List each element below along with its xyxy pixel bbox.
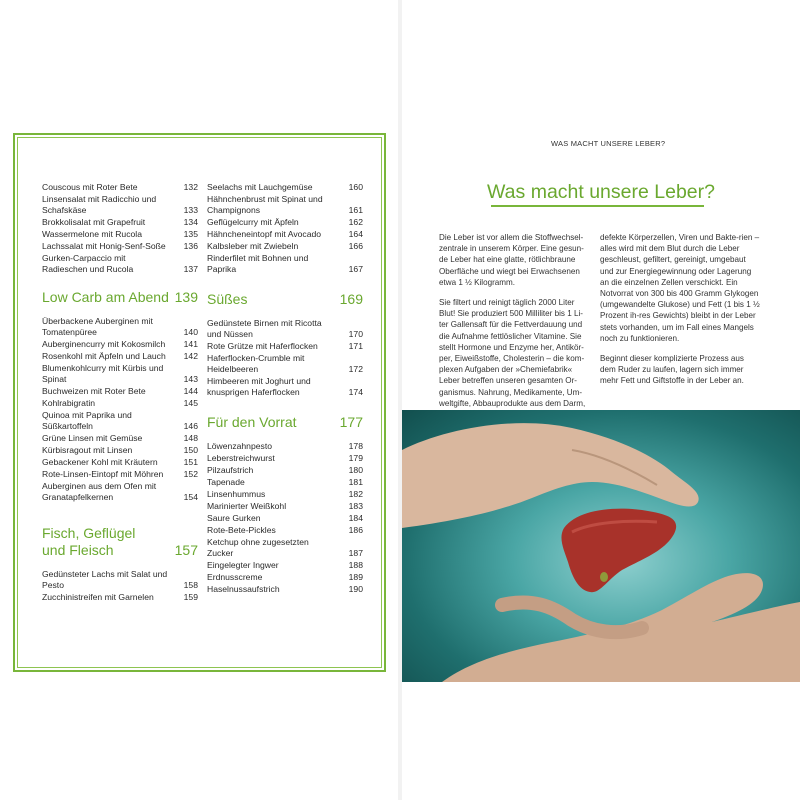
toc-entry-title: Löwenzahnpesto — [207, 441, 272, 451]
toc-entry — [42, 229, 198, 240]
toc-entry-title: Wassermelone mit Rucola — [42, 229, 142, 239]
toc-entry — [207, 376, 363, 398]
toc-entry-page: 145 — [183, 398, 198, 408]
toc-entry-title: Lachssalat mit Honig-Senf-Soße — [42, 241, 166, 251]
toc-entry-page: 180 — [348, 465, 363, 475]
toc-entry-title: Couscous mit Roter Bete — [42, 182, 138, 192]
toc-entry-title: Himbeeren mit Joghurt und knusprigen Haferflocken — [207, 376, 311, 397]
toc-entry-page: 164 — [348, 229, 363, 239]
toc-list — [207, 318, 363, 398]
toc-entry — [42, 217, 198, 228]
body-column-1 — [439, 232, 591, 418]
toc-entry — [42, 182, 198, 193]
toc-entry-page: 159 — [183, 592, 198, 602]
toc-entry — [42, 398, 198, 409]
toc-section-heading — [42, 289, 198, 306]
toc-entry-page: 182 — [348, 489, 363, 499]
title-underline — [491, 205, 704, 207]
toc-entry — [42, 194, 198, 216]
toc-entry-title: Blumenkohlcurry mit Kürbis und Spinat — [42, 363, 164, 384]
toc-entry-title: Tapenade — [207, 477, 245, 487]
toc-entry-title: Gedünstete Birnen mit Ricotta und Nüssen — [207, 318, 322, 339]
toc-entry — [42, 469, 198, 480]
toc-entry — [207, 525, 363, 536]
toc-entry — [207, 241, 363, 252]
toc-entry — [207, 477, 363, 488]
toc-entry-page: 187 — [348, 548, 363, 558]
toc-entry-page: 158 — [183, 580, 198, 590]
toc-column-1 — [42, 182, 198, 604]
toc-entry — [42, 316, 198, 338]
toc-entry — [42, 241, 198, 252]
toc-entry — [207, 513, 363, 524]
toc-entry-title: Gebackener Kohl mit Kräutern — [42, 457, 158, 467]
toc-entry-title: Quinoa mit Paprika und Süßkartoffeln — [42, 410, 132, 431]
toc-entry-title: Buchweizen mit Roter Bete — [42, 386, 146, 396]
running-head: WAS MACHT UNSERE LEBER? — [551, 139, 666, 148]
toc-entry-page: 154 — [183, 492, 198, 502]
toc-entry-page: 148 — [183, 433, 198, 443]
liver-hands-photo — [402, 410, 800, 682]
toc-entry-page: 162 — [348, 217, 363, 227]
toc-entry-title: Geflügelcurry mit Äpfeln — [207, 217, 299, 227]
toc-entry-title: Auberginen aus dem Ofen mit Granatapfelkernen — [42, 481, 157, 502]
toc-entry-title: Kürbisragout mit Linsen — [42, 445, 133, 455]
toc-entry-page: 152 — [183, 469, 198, 479]
toc-entry — [207, 341, 363, 352]
toc-entry-title: Hähnchenbrust mit Spinat und Champignons — [207, 194, 323, 215]
toc-entry-page: 161 — [348, 205, 363, 215]
toc-section-heading — [207, 291, 363, 308]
toc-entry-page: 160 — [348, 182, 363, 192]
toc-entry-page: 179 — [348, 453, 363, 463]
toc-entry-page: 140 — [183, 327, 198, 337]
toc-entry-title: Kohlrabigratin — [42, 398, 96, 408]
toc-entry-page: 174 — [348, 387, 363, 397]
toc-entry-page: 170 — [348, 329, 363, 339]
toc-entry — [207, 584, 363, 595]
toc-entry-title: Marinierter Weißkohl — [207, 501, 287, 511]
toc-entry — [42, 457, 198, 468]
toc-entry — [42, 351, 198, 362]
toc-entry — [42, 445, 198, 456]
toc-entry — [42, 386, 198, 397]
toc-entry — [207, 194, 363, 216]
toc-entry — [42, 569, 198, 591]
toc-entry-title: Rote-Bete-Pickles — [207, 525, 276, 535]
toc-entry-title: Rote Grütze mit Haferflocken — [207, 341, 318, 351]
toc-entry — [207, 537, 363, 559]
toc-entry — [42, 592, 198, 603]
toc-entry-title: Brokkolisalat mit Grapefruit — [42, 217, 146, 227]
toc-entry — [207, 253, 363, 275]
toc-entry — [207, 453, 363, 464]
toc-entry-page: 132 — [183, 182, 198, 192]
toc-entry-page: 150 — [183, 445, 198, 455]
toc-list — [207, 182, 363, 275]
toc-entry-page: 167 — [348, 264, 363, 274]
toc-entry-title: Eingelegter Ingwer — [207, 560, 279, 570]
section-title: Süßes — [207, 291, 248, 307]
section-page: 139 — [174, 289, 198, 305]
toc-entry — [207, 560, 363, 571]
toc-list — [207, 441, 363, 595]
toc-entry-title: Gedünsteter Lachs mit Salat und Pesto — [42, 569, 168, 590]
toc-entry-page: 181 — [348, 477, 363, 487]
section-title: Low Carb am Abend — [42, 289, 169, 305]
toc-entry-title: Saure Gurken — [207, 513, 261, 523]
toc-column-2 — [207, 182, 363, 596]
toc-entry-title: Grüne Linsen mit Gemüse — [42, 433, 143, 443]
chapter-title: Was macht unsere Leber? — [487, 181, 715, 203]
toc-entry-page: 141 — [183, 339, 198, 349]
toc-entry-title: Haferflocken-Crumble mit Heidelbeeren — [207, 353, 305, 374]
toc-section-heading — [207, 414, 363, 431]
toc-entry — [207, 217, 363, 228]
toc-section-heading — [42, 525, 198, 559]
liver-hands-illustration — [402, 410, 800, 682]
gallbladder — [600, 572, 608, 582]
toc-entry-page: 134 — [183, 217, 198, 227]
section-title: Fisch, Geflügel und Fleisch — [42, 525, 136, 558]
toc-entry — [207, 353, 363, 375]
toc-list — [42, 316, 198, 503]
bottom-thumb — [502, 602, 642, 632]
toc-entry-title: Hähncheneintopf mit Avocado — [207, 229, 322, 239]
toc-entry-title: Linsenhummus — [207, 489, 266, 499]
toc-entry-page: 166 — [348, 241, 363, 251]
toc-entry-page: 135 — [183, 229, 198, 239]
toc-entry-page: 189 — [348, 572, 363, 582]
toc-entry-title: Rosenkohl mit Äpfeln und Lauch — [42, 351, 166, 361]
toc-entry-title: Zucchinistreifen mit Garnelen — [42, 592, 154, 602]
toc-entry-title: Rinderfilet mit Bohnen und Paprika — [207, 253, 309, 274]
toc-entry-page: 188 — [348, 560, 363, 570]
toc-entry-title: Kalbsleber mit Zwiebeln — [207, 241, 299, 251]
body-paragraph: defekte Körperzellen, Viren und Bakte-rien – alles wird mit dem Blut durch die Leber geschleust, gefiltert, gereinigt, umgebaut und zur Energiegewinnung oder Lagerung an die einzelnen Zellen verschickt. Ein Notvorrat von 300 bis 400 Gramm Glykogen (umgewandelte Glukose) und Fett (1 bis 1 ½ Prozent ih-res Gewichts) bleibt in der Leber stets vorhanden, um im Fall eines Mangels noch zu funktionieren. — [600, 233, 760, 343]
toc-entry — [42, 253, 198, 275]
toc-entry-title: Seelachs mit Lauchgemüse — [207, 182, 313, 192]
toc-entry-title: Überbackene Auberginen mit Tomatenpüree — [42, 316, 153, 337]
toc-entry-page: 142 — [183, 351, 198, 361]
toc-entry-title: Rote-Linsen-Eintopf mit Möhren — [42, 469, 164, 479]
toc-entry-page: 186 — [348, 525, 363, 535]
toc-entry — [42, 433, 198, 444]
toc-entry — [207, 441, 363, 452]
toc-entry — [207, 229, 363, 240]
toc-entry-page: 183 — [348, 501, 363, 511]
body-column-2 — [600, 232, 760, 396]
toc-entry-page: 171 — [348, 341, 363, 351]
toc-entry-title: Ketchup ohne zugesetzten Zucker — [207, 537, 309, 558]
toc-entry — [42, 410, 198, 432]
toc-entry-title: Erdnusscreme — [207, 572, 263, 582]
toc-entry-title: Auberginencurry mit Kokosmilch — [42, 339, 166, 349]
body-paragraph: Die Leber ist vor allem die Stoffwechsel-zentrale in unserem Körper. Eine gesun-de Leber hat eine glatte, rötlichbraune Oberfläche und wiegt bei Erwachsenen etwa 1 ½ Kilogramm. — [439, 233, 584, 287]
section-page: 169 — [339, 291, 363, 307]
toc-entry-page: 178 — [348, 441, 363, 451]
toc-entry-page: 151 — [183, 457, 198, 467]
toc-entry-title: Leberstreichwurst — [207, 453, 275, 463]
toc-entry — [207, 501, 363, 512]
toc-entry-page: 136 — [183, 241, 198, 251]
toc-entry-title: Haselnussaufstrich — [207, 584, 280, 594]
toc-entry — [207, 318, 363, 340]
body-paragraph: Sie filtert und reinigt täglich 2000 Liter Blut! Sie produziert 500 Milliliter bis 1 Li-ter Gallensaft für die Fettverdauung und die Aufnahme fettlöslicher Vitamine. Sie stellt Hormone und Enzyme her, Antikör-per, Eiweißstoffe, Cholesterin – die kom-plexen Aufgaben der »Chemiefabrik« Leber betreffen unseren gesamten Or-ganismus. Nahrung, Medikamente, Um-weltgifte, Abbauprodukte aus dem Darm, — [439, 298, 586, 408]
body-paragraph: Beginnt dieser komplizierte Prozess aus dem Ruder zu laufen, lagern sich immer mehr Fett und Giftstoffe in der Leber an. — [600, 354, 744, 386]
toc-entry-title: Linsensalat mit Radicchio und Schafskäse — [42, 194, 157, 215]
section-page: 177 — [339, 414, 363, 430]
toc-list — [42, 182, 198, 275]
toc-entry-title: Gurken-Carpaccio mit Radieschen und Rucola — [42, 253, 134, 274]
toc-entry-page: 172 — [348, 364, 363, 374]
toc-entry-page: 137 — [183, 264, 198, 274]
toc-entry — [42, 481, 198, 503]
toc-entry — [42, 363, 198, 385]
toc-entry-page: 184 — [348, 513, 363, 523]
toc-entry — [207, 182, 363, 193]
toc-list — [42, 569, 198, 603]
toc-entry — [207, 572, 363, 583]
toc-entry-page: 190 — [348, 584, 363, 594]
toc-entry — [207, 489, 363, 500]
toc-entry-page: 144 — [183, 386, 198, 396]
toc-entry-page: 143 — [183, 374, 198, 384]
toc-entry-title: Pilzaufstrich — [207, 465, 254, 475]
toc-entry-page: 133 — [183, 205, 198, 215]
toc-entry — [42, 339, 198, 350]
toc-entry-page: 146 — [183, 421, 198, 431]
section-page: 157 — [174, 542, 198, 558]
toc-entry — [207, 465, 363, 476]
section-title: Für den Vorrat — [207, 414, 297, 430]
